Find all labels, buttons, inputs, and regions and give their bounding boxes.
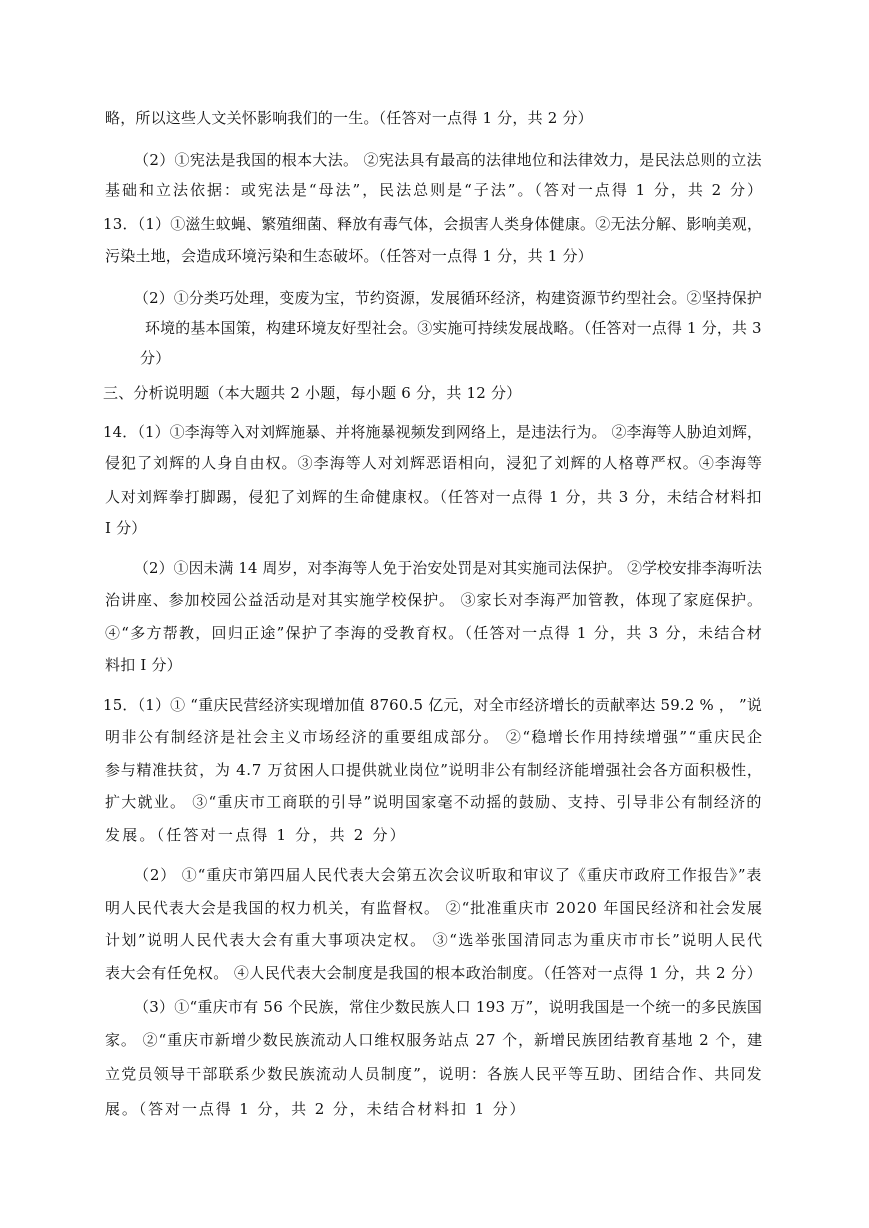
text-line: 参与精准扶贫，为 4.7 万贫困人口提供就业岗位”说明非公有制经济能增强社会各方面积极性， (105, 761, 763, 779)
text-line: 人对刘辉拳打脚踢，侵犯了刘辉的生命健康权。（任答对一点得 1 分，共 3 分，未结合材料扣 (105, 488, 763, 506)
text-line: 料扣 I 分） (105, 656, 182, 674)
text-line: 扩大就业。 ③“重庆市工商联的引导”说明国家毫不动摇的鼓励、支持、引导非公有制经济的 (105, 793, 763, 811)
text-line: 侵犯了刘辉的人身自由权。③李海等人对刘辉恶语相向，浸犯了刘辉的人格尊严权。④李海等 (105, 454, 764, 472)
text-line: 15．（1）① “重庆民营经济实现增加值 8760.5 亿元，对全市经济增长的贡献率达 59.2 % ， ”说 (103, 696, 763, 714)
text-line: 13．（1）①滋生蚊蝇、繁殖细菌、释放有毒气体，会损害人类身体健康。②无法分解、影响美观， (103, 215, 763, 233)
text-line: 污染土地，会造成环境污染和生态破坏。（任答对一点得 1 分，共 1 分） (105, 247, 593, 265)
text-line: 发展。（任答对一点得 1 分，共 2 分） (105, 826, 407, 844)
text-line: 立党员领导干部联系少数民族流动人员制度”，说明：各族人民平等互助、团结合作、共同发 (105, 1065, 763, 1083)
text-line: 治讲座、参加校园公益活动是对其实施学校保护。 ③家长对李海严加管教，体现了家庭保护。 (105, 591, 763, 609)
text-line: 略，所以这些人文关怀影响我们的一生。（任答对一点得 1 分，共 2 分） (105, 109, 593, 127)
text-line: 明人民代表大会是我国的权力机关，有监督权。 ②“批准重庆市 2020 年国民经济和社会发展 (105, 899, 763, 917)
text-line: 14．（1）①李海等入对刘辉施暴、并将施暴视频发到网络上，是违法行为。 ②李海等人胁迫刘辉， (103, 423, 763, 441)
text-line: 基础和立法依据：或宪法是“母法”，民法总则是“子法”。（答对一点得 1 分，共 2 分） (105, 181, 764, 199)
text-line: I 分） (105, 519, 147, 537)
text-line: （2）①因未满 14 周岁，对李海等人免于治安处罚是对其实施司法保护。 ②学校安排李海听法 (134, 559, 762, 577)
text-line: 明非公有制经济是社会主义市场经济的重要组成部分。 ②“稳增长作用持续增强”“重庆民企 (105, 728, 764, 746)
text-line: （2） ①“重庆市第四届人民代表大会第五次会议听取和审议了《重庆市政府工作报告》”表 (134, 866, 763, 884)
text-line: 环境的基本国策，构建环境友好型社会。③实施可持续发展战略。（任答对一点得 1 分，共 3 (145, 319, 762, 337)
text-line: （2）①分类巧处理，变废为宝，节约资源，发展循环经济，构建资源节约型社会。②坚持保护 (134, 289, 762, 307)
text-line: ④“多方帮教，回归正途”保护了李海的受教育权。（任答对一点得 1 分，共 3 分，未结合材 (105, 624, 764, 642)
text-line: 展。（答对一点得 1 分，共 2 分，未结合材料扣 1 分） (105, 1100, 527, 1118)
text-line: 家。 ②“重庆市新增少数民族流动人口维权服务站点 27 个，新增民族团结教育基地 2 个，建 (105, 1031, 764, 1049)
text-line: 分） (140, 349, 171, 367)
text-line: 计划”说明人民代表大会有重大事项决定权。 ③“选举张国清同志为重庆市市长”说明人民代 (105, 931, 764, 949)
section-heading: 三、分析说明题（本大题共 2 小题，每小题 6 分，共 12 分） (103, 384, 522, 402)
text-line: （2）①宪法是我国的根本大法。 ②宪法具有最高的法律地位和法律效力，是民法总则的立法 (134, 151, 762, 169)
text-line: 表大会有任免权。 ④人民代表大会制度是我国的根本政治制度。（任答对一点得 1 分，共 2 分） (105, 964, 763, 982)
text-line: （3）①“重庆市有 56 个民族，常住少数民族人口 193 万”，说明我国是一个统一的多民族国 (134, 998, 763, 1016)
